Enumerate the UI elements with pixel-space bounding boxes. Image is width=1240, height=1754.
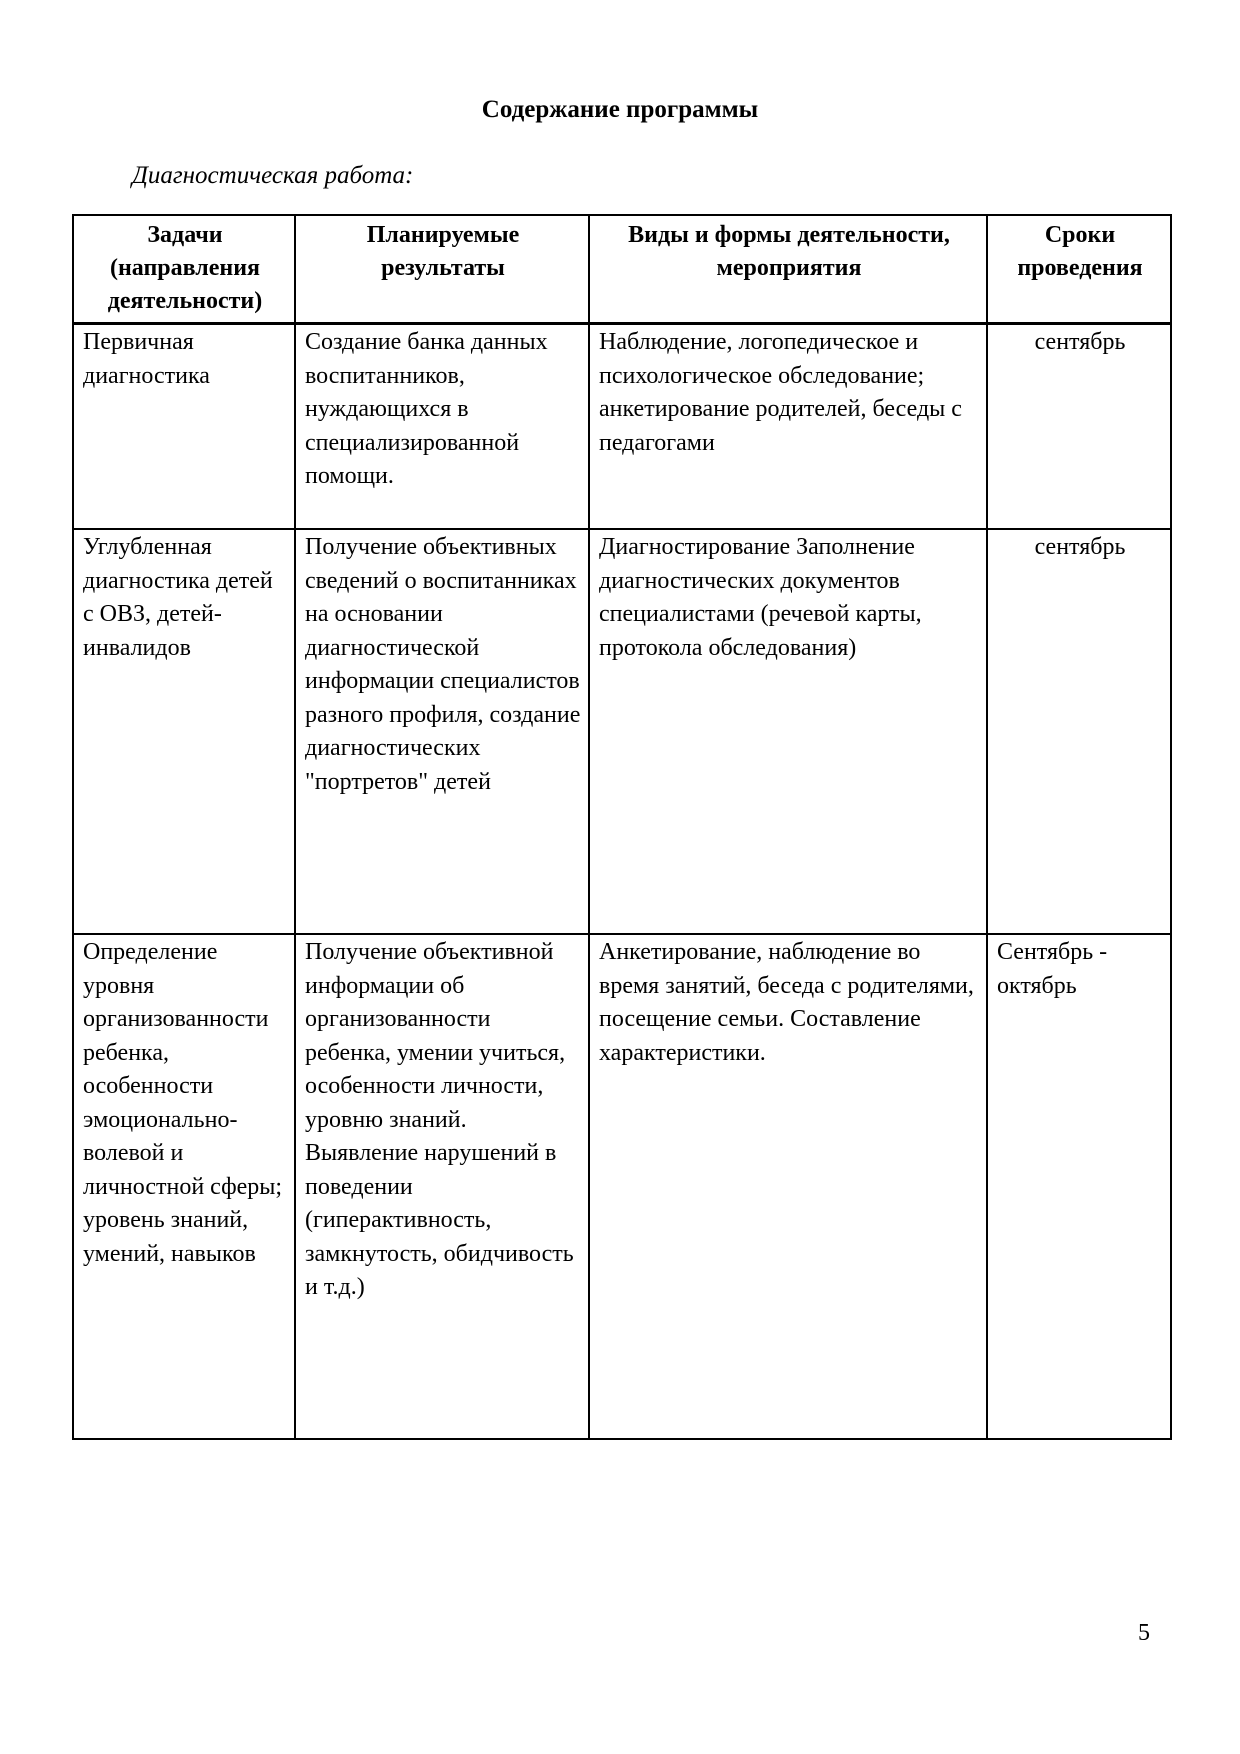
cell-activity: Диагностирование Заполнение диагностических документов специалистами (речевой карты, протокола обследования) (589, 529, 987, 934)
table-row (73, 324, 1171, 530)
cell-date: сентябрь (987, 529, 1171, 934)
cell-activity: Анкетирование, наблюдение во время занятий, беседа с родителями, посещение семьи. Составление характеристики. (589, 934, 987, 1439)
cell-date: сентябрь (987, 324, 1171, 530)
header-dates: Сроки проведения (987, 215, 1171, 324)
table-header-row (73, 215, 1171, 324)
cell-task: Первичная диагностика (73, 324, 295, 530)
cell-task: Углубленная диагностика детей с ОВЗ, детей-инвалидов (73, 529, 295, 934)
page-title: Содержание программы (481, 96, 759, 123)
page-number: 5 (1138, 1620, 1150, 1646)
table-row (73, 934, 1171, 1439)
header-results: Планируемые результаты (295, 215, 589, 324)
cell-date: Сентябрь - октябрь (987, 934, 1171, 1439)
section-subtitle: Диагностическая работа: (132, 162, 414, 189)
table-row (73, 529, 1171, 934)
cell-result: Получение объективной информации об организованности ребенка, умении учиться, особенности личности, уровню знаний. Выявление нарушений в поведении (гиперактивность, замкнутость, обидчивость и т.д.) (295, 934, 589, 1439)
cell-result: Получение объективных сведений о воспитанниках на основании диагностической информации специалистов разного профиля, создание диагностических "портретов" детей (295, 529, 589, 934)
cell-task: Определение уровня организованности ребенка, особенности эмоционально-волевой и личностной сферы; уровень знаний, умений, навыков (73, 934, 295, 1439)
program-table (72, 214, 1172, 1440)
cell-activity: Наблюдение, логопедическое и психологическое обследование; анкетирование родителей, беседы с педагогами (589, 324, 987, 530)
cell-result: Создание банка данных воспитанников, нуждающихся в специализированной помощи. (295, 324, 589, 530)
header-tasks: Задачи (направления деятельности) (73, 215, 295, 324)
header-activities: Виды и формы деятельности, мероприятия (589, 215, 987, 324)
